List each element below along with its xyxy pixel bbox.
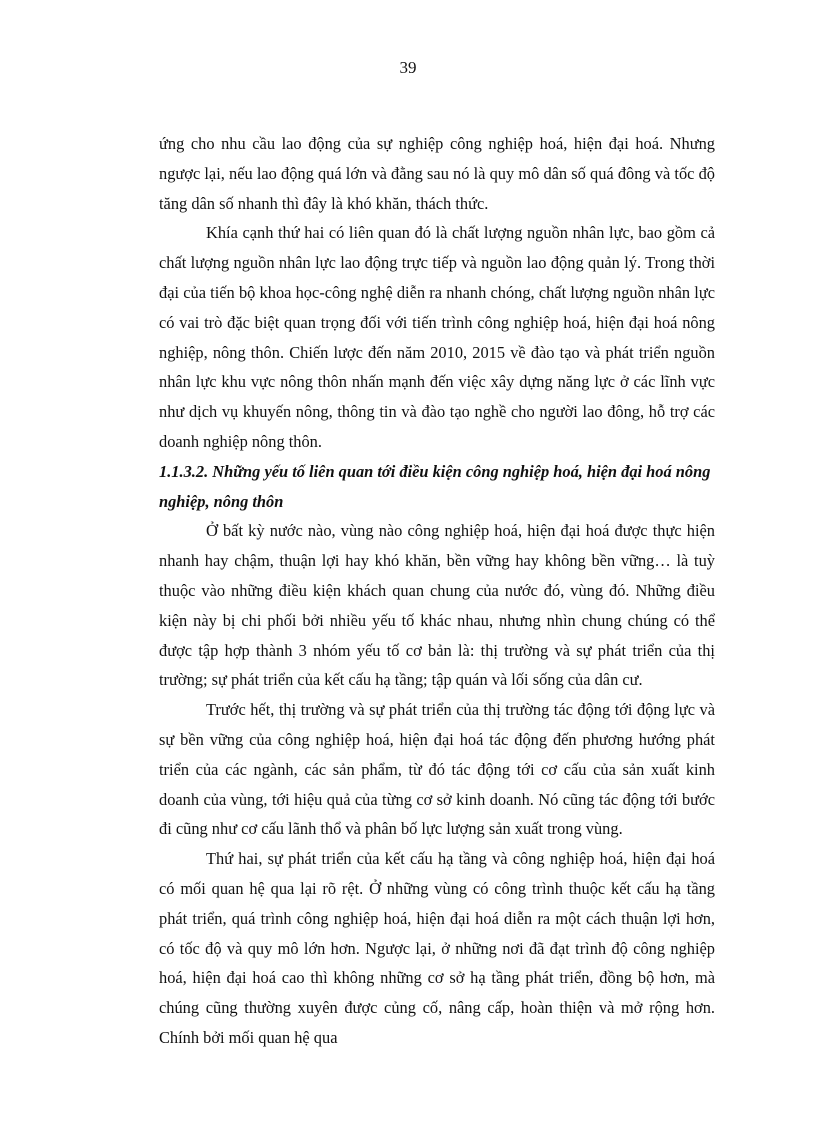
paragraph-market: Trước hết, thị trường và sự phát triển của thị trường tác động tới động lực và sự bền vững của công nghiệp hoá, hiện đại hoá tác động đến phương hướng phát triển của các ngành, các sản phẩm, từ đó tác động tới cơ cấu của sản xuất kinh doanh của vùng, tới hiệu quả của từng cơ sở kinh doanh. Nó cũng tác động tới bước đi cũng như cơ cấu lãnh thổ và phân bố lực lượng sản xuất trong vùng.: [159, 700, 715, 839]
paragraph-human-resource-quality: Khía cạnh thứ hai có liên quan đó là chất lượng nguồn nhân lực, bao gồm cả chất lượng nguồn nhân lực lao động trực tiếp và nguồn lao động quản lý. Trong thời đại của tiến bộ khoa học-công nghệ diễn ra nhanh chóng, chất lượng nguồn nhân lực có vai trò đặc biệt quan trọng đối với tiến trình công nghiệp hoá, hiện đại hoá nông nghiệp, nông thôn. Chiến lược đến năm 2010, 2015 về đào tạo và phát triển nguồn nhân lực khu vực nông thôn nhấn mạnh đến việc xây dựng năng lực ở các lĩnh vực như dịch vụ khuyến nông, thông tin và đào tạo nghề cho người lao đông, hỗ trợ các doanh nghiệp nông thôn.: [159, 223, 715, 451]
page-body: [159, 129, 715, 1053]
paragraph-infrastructure: Thứ hai, sự phát triển của kết cấu hạ tầng và công nghiệp hoá, hiện đại hoá có mối quan hệ qua lại rõ rệt. Ở những vùng có công trình thuộc kết cấu hạ tầng phát triển, quá trình công nghiệp hoá, hiện đại hoá diễn ra một cách thuận lợi hơn, có tốc độ và quy mô lớn hơn. Ngược lại, ở những nơi đã đạt trình độ công nghiệp hoá, hiện đại hoá cao thì không những cơ sở hạ tầng phát triển, đồng bộ hơn, mà chúng cũng thường xuyên được củng cố, nâng cấp, hoàn thiện và mở rộng hơn. Chính bởi mối quan hệ qua: [159, 849, 715, 1047]
page-number: 39: [399, 58, 417, 77]
paragraph-conditions: Ở bất kỳ nước nào, vùng nào công nghiệp hoá, hiện đại hoá được thực hiện nhanh hay chậm, thuận lợi hay khó khăn, bền vững hay không bền vững… là tuỳ thuộc vào những điều kiện khách quan chung của nước đó, vùng đó. Những điều kiện này bị chi phối bởi nhiều yếu tố khác nhau, nhưng nhìn chung chúng có thể được tập hợp thành 3 nhóm yếu tố cơ bản là: thị trường và sự phát triển của thị trường; sự phát triển của kết cấu hạ tầng; tập quán và lối sống của dân cư.: [159, 521, 715, 690]
paragraph-continuation: ứng cho nhu cầu lao động của sự nghiệp công nghiệp hoá, hiện đại hoá. Nhưng ngược lại, nếu lao động quá lớn và đằng sau nó là quy mô dân số quá đông và tốc độ tăng dân số nhanh thì đây là khó khăn, thách thức.: [159, 134, 715, 213]
section-heading: 1.1.3.2. Những yếu tố liên quan tới điều kiện công nghiệp hoá, hiện đại hoá nông nghiệp, nông thôn: [159, 461, 711, 511]
